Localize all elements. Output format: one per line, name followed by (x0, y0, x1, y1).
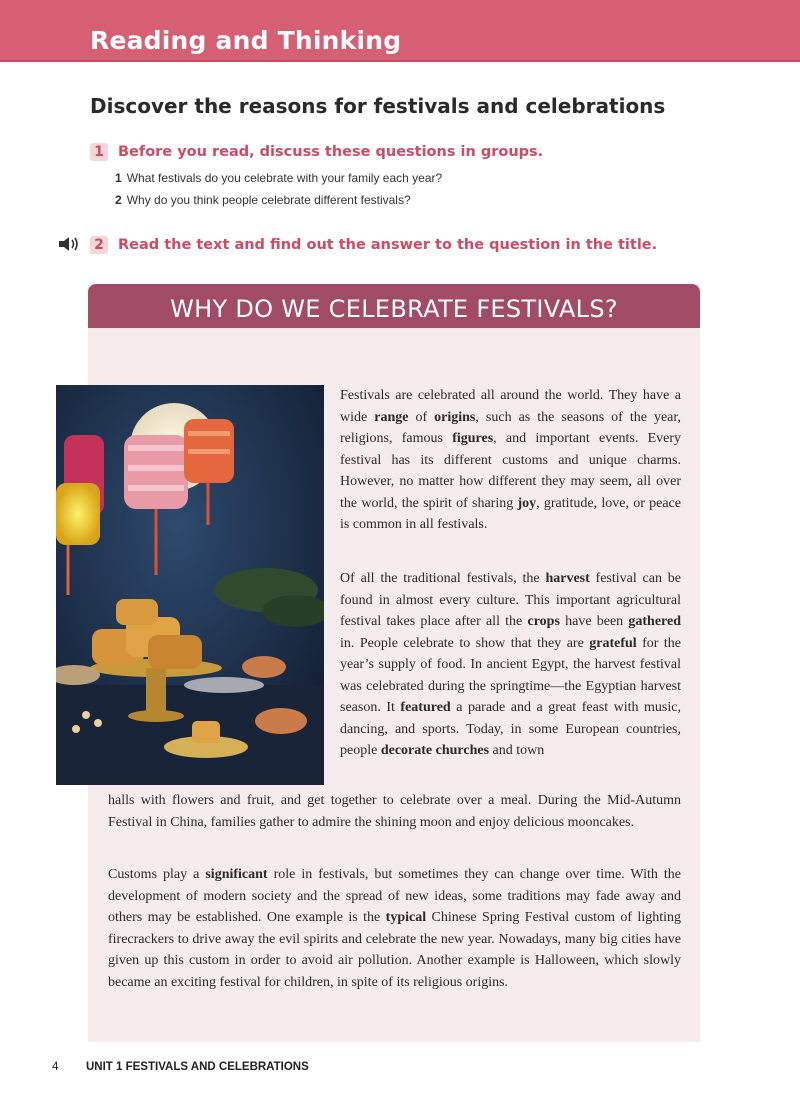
article-title-band (88, 284, 700, 328)
article-paragraph-2-continued: halls with flowers and fruit, and get together to celebrate over a meal. During the Mid-Autumn Festival in China, families gather to admire the shining moon and enjoy delicious mooncakes. (108, 793, 681, 830)
question-1-number: 1 (115, 171, 122, 185)
article-paragraph-2: Of all the traditional festivals, the harvest festival can be found in almost every culture. This important agricultural festival takes place after all the crops have been gathered in. People celebrate to show that they are grateful for the year’s supply of food. In ancient Egypt, the harvest festival was celebrated during the springtime—the Egyptian harvest season. It featured a parade and a great feast with music, dancing, and sports. Today, in some European countries, people decorate churches and town (340, 571, 682, 758)
task-2 (90, 236, 657, 254)
article-title: WHY DO WE CELEBRATE FESTIVALS? (170, 295, 618, 323)
question-1 (115, 171, 442, 185)
article-paragraph-1: Festivals are celebrated all around the world. They have a wide range of origins, such as the seasons of the year, religions, famous figures, and important events. Every festival has its different customs and unique charms. However, no matter how different they may seem, all over the world, the spirit of sharing joy, gratitude, love, or peace is common in all festivals. (340, 388, 681, 532)
header-band (0, 0, 800, 62)
page-header-title: Reading and Thinking (90, 26, 402, 55)
task-1 (90, 143, 543, 161)
header-rule (0, 60, 800, 62)
question-2-number: 2 (115, 193, 122, 207)
unit-label: UNIT 1 FESTIVALS AND CELEBRATIONS (86, 1061, 309, 1073)
question-2 (115, 193, 411, 207)
section-heading: Discover the reasons for festivals and celebrations (90, 94, 666, 118)
article-paragraph-3: Customs play a significant role in festivals, but sometimes they can change over time. With the development of modern society and the spread of new ideas, some traditions may fade away and others may be established. One example is the typical Chinese Spring Festival custom of lighting firecrackers to drive away the evil spirits and celebrate the new year. Nowadays, many big cities have given up this custom in order to avoid air pollution. Another example is Halloween, which slowly became an exciting festival for children, in spite of its religious origins. (108, 867, 681, 990)
page-number: 4 (52, 1061, 59, 1073)
task-1-instruction: Before you read, discuss these questions in groups. (118, 144, 544, 160)
question-1-text: What festivals do you celebrate with your family each year? (126, 171, 443, 185)
task-2-instruction: Read the text and find out the answer to the question in the title. (118, 237, 658, 253)
mooncake-lantern-photo (56, 385, 324, 785)
task-1-number: 1 (90, 143, 108, 161)
speaker-icon[interactable] (58, 235, 82, 253)
question-2-text: Why do you think people celebrate different festivals? (126, 193, 411, 207)
task-2-number: 2 (90, 236, 108, 254)
